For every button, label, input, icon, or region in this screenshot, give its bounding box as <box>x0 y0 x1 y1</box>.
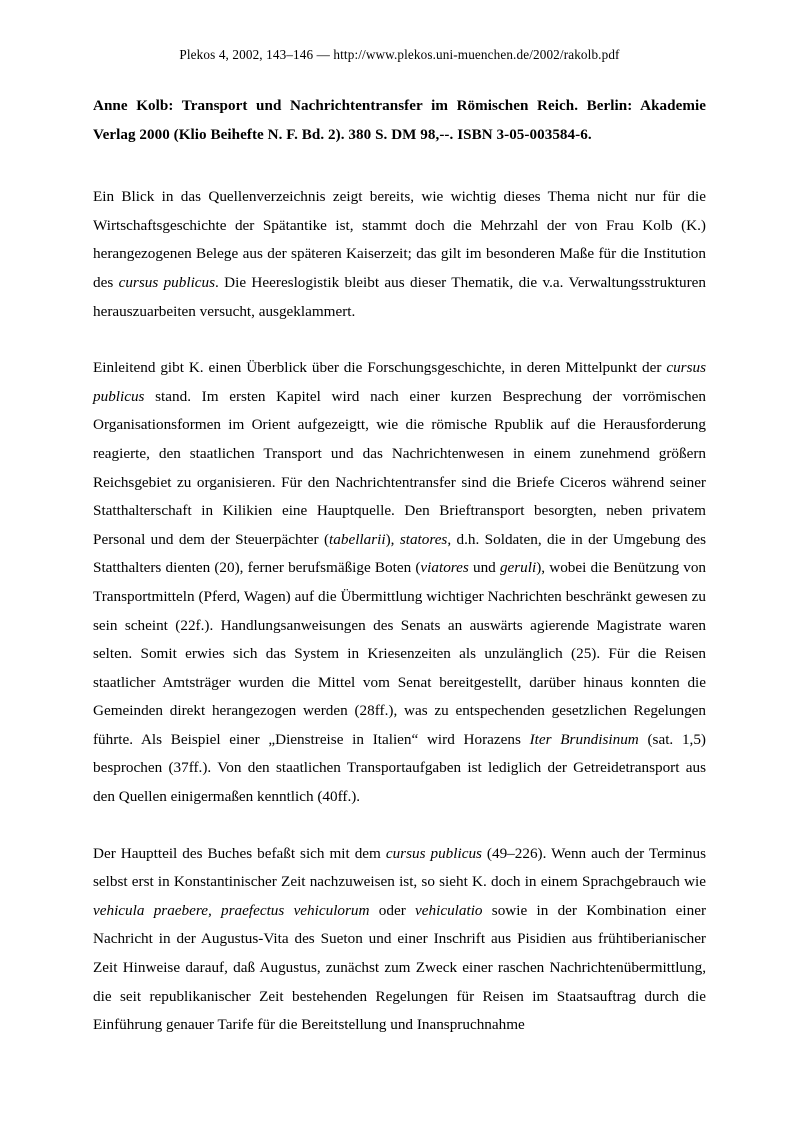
text-run: oder <box>369 901 416 919</box>
paragraph-3 <box>93 840 706 1040</box>
text-run: sowie in der Kombination einer Nachricht in der Augustus-Vita des Sueton und einer Inschrift aus Pisidien aus frühtiberianischer Zeit Hinweise darauf, daß Augustus, zunächst zum Zweck einer raschen Nachrichtenübermittlung, die seit republikanischer Zeit bestehenden Regelungen für Reisen im Staatsauftrag durch die Einführung genauer Tarife für die Bereitstellung und Inanspruchnahme <box>93 901 706 1034</box>
text-run: Der Hauptteil des Buches befaßt sich mit dem <box>93 844 386 862</box>
italic-term: Iter Brundisinum <box>529 730 639 748</box>
text-run: und <box>468 559 500 577</box>
italic-term: viatores <box>420 559 469 577</box>
text-run: ), <box>385 530 400 548</box>
italic-term: cursus publicus <box>385 844 482 862</box>
italic-term: vehicula praebere, praefectus vehiculorum <box>93 901 370 919</box>
italic-term: cursus publicus <box>93 359 706 405</box>
italic-term: cursus publicus <box>118 273 216 291</box>
running-head: Plekos 4, 2002, 143–146 — http://www.plekos.uni-muenchen.de/2002/rakolb.pdf <box>179 47 620 62</box>
text-run: stand. Im ersten Kapitel wird nach einer kurzen Besprechung der vorrömischen Organisationsformen im Orient aufgezeigtt, wie die römische Rpublik auf die Herausforderung reagierte, den staatlichen Transport und das Nachrichtenwesen in einem zunehmend größern Reichsgebiet zu organisieren. Für den Nachrichtentransfer sind die Briefe Ciceros während seiner Statthalterschaft in Kilikien eine Hauptquelle. Den Brieftransport besorgten, neben privatem Personal und dem der Steuerpächter ( <box>93 387 706 548</box>
text-run: (49–226). Wenn auch der Terminus selbst erst in Konstantinischer Zeit nachzuweisen ist, so sieht K. doch in einem Sprachgebrauch wie <box>93 844 706 891</box>
italic-term: tabellarii <box>329 530 386 548</box>
text-run: , d.h. Soldaten, die in der Umgebung des Statthalters dienten (20), ferner berufsmäßige Boten ( <box>93 530 706 577</box>
spacer <box>93 326 706 354</box>
paragraph-2 <box>93 354 706 812</box>
spacer <box>93 812 706 840</box>
text-run: Einleitend gibt K. einen Überblick über die Forschungsgeschichte, in deren Mittelpunkt der <box>93 359 667 377</box>
italic-term: geruli <box>499 559 537 577</box>
italic-term: statores <box>399 530 448 548</box>
document-body <box>93 92 706 1040</box>
text-run: ), wobei die Benützung von Transportmitteln (Pferd, Wagen) auf die Übermittlung wichtiger Nachrichten beschränkt gewesen zu sein scheint (22f.). Handlungsanweisungen des Senats an auswärts agierende Magistrate waren selten. Somit erwies sich das System in Kriesenzeiten als unzulänglich (25). Für die Reisen staatlicher Amtsträger wurden die Mittel vom Senat bereitgestellt, darüber hinaus konnten die Gemeinden direkt herangezogen werden (28ff.), was zu entspechenden gesetzlichen Regelungen führte. Als Beispiel einer „Dienstreise in Italien“ wird Horazens <box>93 559 707 748</box>
review-title: Anne Kolb: Transport und Nachrichtentransfer im Römischen Reich. Berlin: Akademie Verlag 2000 (Klio Beihefte N. F. Bd. 2). 380 S. DM 98,--. ISBN 3-05-003584-6. <box>93 98 706 143</box>
spacer <box>93 149 706 183</box>
text-run: (sat. 1,5) besprochen (37ff.). Von den staatlichen Transportaufgaben ist lediglich der Getreidetransport aus den Quellen einigermaßen kenntlich (40ff.). <box>93 730 706 806</box>
text-run: . Die Heereslogistik bleibt aus dieser Thematik, die v.a. Verwaltungsstrukturen herauszuarbeiten versucht, ausgeklammert. <box>93 273 707 320</box>
paragraph-1 <box>93 183 706 326</box>
italic-term: vehiculatio <box>415 901 483 919</box>
text-run: Ein Blick in das Quellenverzeichnis zeigt bereits, wie wichtig dieses Thema nicht nur für die Wirtschaftsgeschichte der Spätantike ist, stammt doch die Mehrzahl der von Frau Kolb (K.) herangezogenen Belege aus der späteren Kaiserzeit; das gilt im besonderen Maße für die Institution des <box>93 188 706 291</box>
